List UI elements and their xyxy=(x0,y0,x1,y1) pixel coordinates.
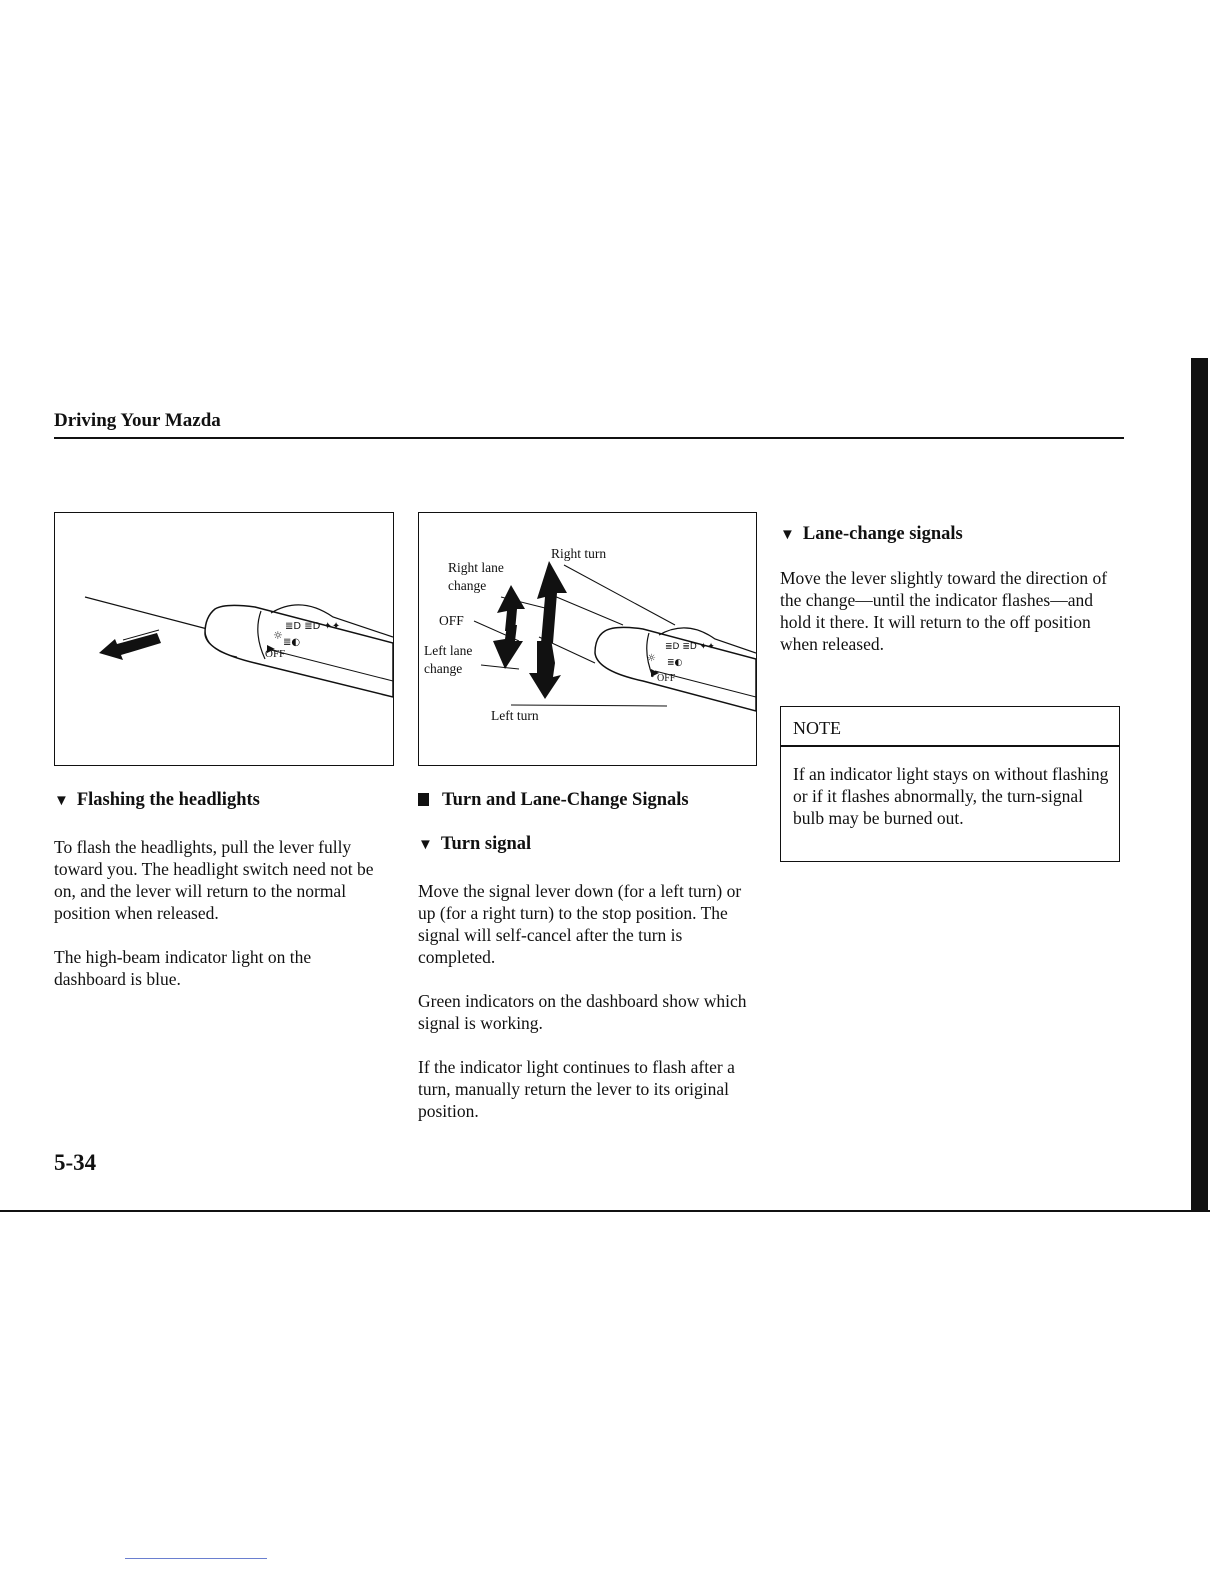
paragraph-turn-signal: Move the signal lever down (for a left turn) or up (for a right turn) to the stop position. The signal will self-cancel after the turn is completed. xyxy=(418,881,742,967)
heading-flashing-headlights: ▼ Flashing the headlights xyxy=(54,790,260,810)
note-text: If an indicator light stays on without flashing or if it flashes abnormally, the turn-signal bulb may be burned out. xyxy=(793,764,1109,828)
switch-off-label: OFF xyxy=(265,648,286,660)
triangle-down-icon: ▼ xyxy=(54,793,69,809)
left-turn-arrow-icon xyxy=(529,639,561,699)
svg-text:≣◐: ≣◐ xyxy=(283,637,301,648)
paragraph-lane-change: Move the lever slightly toward the direction of the change—until the indicator flashes—and hold it there. It will return to the off position when released. xyxy=(780,568,1108,654)
note-title: NOTE xyxy=(793,718,841,738)
right-turn-arrow-icon xyxy=(537,561,567,643)
running-header: Driving Your Mazda xyxy=(54,410,221,431)
label-left-lane-change-2: change xyxy=(424,661,463,676)
paragraph-high-beam: The high-beam indicator light on the dashboard is blue. xyxy=(54,947,312,989)
header-rule xyxy=(54,437,1124,439)
figure-headlight-flash xyxy=(54,512,394,766)
heading-turn-lane-change: Turn and Lane-Change Signals xyxy=(418,790,689,811)
page-number: 5-34 xyxy=(54,1150,97,1175)
svg-text:☼: ☼ xyxy=(647,653,656,664)
label-off: OFF xyxy=(439,613,464,628)
note-box xyxy=(780,706,1120,862)
square-bullet-icon xyxy=(418,793,429,806)
heading-lane-change-signals: ▼ Lane-change signals xyxy=(780,524,963,544)
triangle-down-icon: ▼ xyxy=(418,837,433,853)
figure-turn-signal xyxy=(418,512,757,766)
lane-change-up-arrow-icon xyxy=(497,585,525,631)
switch-off-label: OFF xyxy=(657,673,676,684)
paragraph-flash-instructions: To flash the headlights, pull the lever fully toward you. The headlight switch need not be on, and the lever will return to the normal position when released. xyxy=(54,837,374,923)
heading-turn-signal: ▼ Turn signal xyxy=(418,834,532,854)
svg-text:≣D ≣D ✦✦: ≣D ≣D ✦✦ xyxy=(665,642,715,652)
label-left-lane-change-1: Left lane xyxy=(424,643,473,658)
paragraph-green-indicators: Green indicators on the dashboard show which signal is working. xyxy=(418,991,747,1033)
label-left-turn: Left turn xyxy=(491,708,539,723)
bottom-rule xyxy=(0,1210,1210,1212)
svg-text:≣D ≣D ✦✦: ≣D ≣D ✦✦ xyxy=(285,621,341,632)
label-right-turn: Right turn xyxy=(551,546,607,561)
svg-text:☼: ☼ xyxy=(273,629,283,642)
paragraph-indicator-continues: If the indicator light continues to flash after a turn, manually return the lever to its original position. xyxy=(418,1057,735,1121)
lever-illustration xyxy=(55,513,393,765)
svg-text:≣◐: ≣◐ xyxy=(667,658,683,668)
note-divider xyxy=(781,745,1119,747)
label-right-lane-change-1: Right lane xyxy=(448,560,504,575)
pull-arrow-icon xyxy=(99,630,161,660)
footer-line xyxy=(125,1558,267,1559)
label-right-lane-change-2: change xyxy=(448,578,487,593)
section-tab-marker xyxy=(1191,358,1208,1210)
triangle-down-icon: ▼ xyxy=(780,527,795,543)
